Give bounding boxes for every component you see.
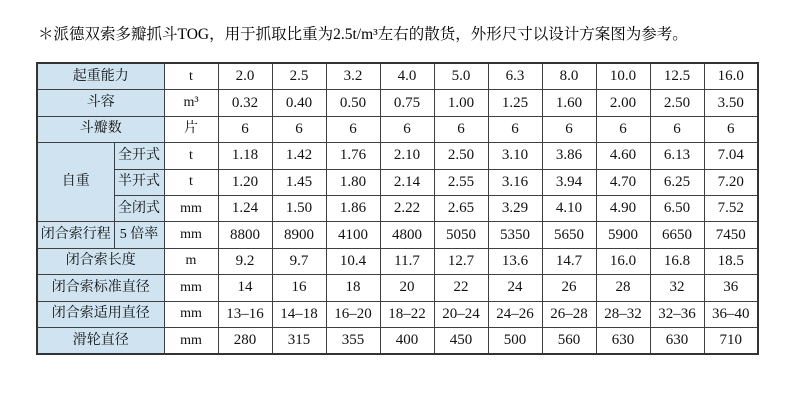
value-cell: 7.52 [704,195,758,221]
value-cell: 1.45 [272,169,326,195]
value-cell: 630 [650,327,704,354]
value-cell: 2.10 [380,143,434,169]
value-cell: 6.50 [650,195,704,221]
value-cell: 1.20 [218,169,272,195]
row-sublabel: 全闭式 [114,195,164,221]
value-cell: 22 [434,275,488,301]
value-cell: 6.13 [650,143,704,169]
value-cell: 18 [326,275,380,301]
table-row [37,327,758,354]
page-note: ＊派德双索多瓣抓斗TOG，用于抓取比重为2.5t/m³左右的散货，外形尺寸以设计方案图为参考。 [38,26,688,43]
value-cell: 18.5 [704,248,758,274]
value-cell: 13.6 [488,248,542,274]
spec-table [36,62,759,355]
value-cell: 16 [272,275,326,301]
value-cell: 2.50 [650,90,704,116]
value-cell: 400 [380,327,434,354]
value-cell: 12.5 [650,63,704,90]
unit-cell: t [164,143,218,169]
table-row [37,248,758,274]
row-label: 起重能力 [37,63,164,90]
value-cell: 28–32 [596,301,650,327]
row-sublabel: 5 倍率 [114,222,164,248]
value-cell: 26 [542,275,596,301]
value-cell: 710 [704,327,758,354]
value-cell: 18–22 [380,301,434,327]
unit-cell: 片 [164,116,218,142]
value-cell: 4.90 [596,195,650,221]
value-cell: 6 [272,116,326,142]
unit-cell: mm [164,222,218,248]
value-cell: 10.0 [596,63,650,90]
value-cell: 6.3 [488,63,542,90]
value-cell: 6650 [650,222,704,248]
value-cell: 11.7 [380,248,434,274]
unit-cell: t [164,63,218,90]
table-row [37,275,758,301]
value-cell: 1.50 [272,195,326,221]
row-label: 闭合索行程 [37,222,114,248]
value-cell: 500 [488,327,542,354]
value-cell: 6 [542,116,596,142]
unit-cell: mm [164,327,218,354]
value-cell: 3.86 [542,143,596,169]
value-cell: 24–26 [488,301,542,327]
row-sublabel: 全开式 [114,143,164,169]
row-label: 自重 [37,143,114,222]
unit-cell: m [164,248,218,274]
value-cell: 280 [218,327,272,354]
table-row [37,143,758,169]
value-cell: 14 [218,275,272,301]
value-cell: 2.22 [380,195,434,221]
row-label: 滑轮直径 [37,327,164,354]
unit-cell: mm [164,275,218,301]
value-cell: 5650 [542,222,596,248]
value-cell: 36 [704,275,758,301]
value-cell: 32 [650,275,704,301]
value-cell: 6 [704,116,758,142]
value-cell: 315 [272,327,326,354]
value-cell: 1.42 [272,143,326,169]
unit-cell: m³ [164,90,218,116]
table-row [37,301,758,327]
value-cell: 6 [218,116,272,142]
value-cell: 8.0 [542,63,596,90]
value-cell: 1.24 [218,195,272,221]
value-cell: 4.10 [542,195,596,221]
value-cell: 2.14 [380,169,434,195]
value-cell: 16.0 [704,63,758,90]
value-cell: 9.2 [218,248,272,274]
value-cell: 0.50 [326,90,380,116]
row-sublabel: 半开式 [114,169,164,195]
unit-cell: t [164,169,218,195]
value-cell: 560 [542,327,596,354]
value-cell: 5050 [434,222,488,248]
value-cell: 1.25 [488,90,542,116]
value-cell: 26–28 [542,301,596,327]
row-label: 斗容 [37,90,164,116]
row-label: 闭合索适用直径 [37,301,164,327]
value-cell: 5900 [596,222,650,248]
value-cell: 1.18 [218,143,272,169]
table-row [37,195,758,221]
value-cell: 16.8 [650,248,704,274]
value-cell: 6 [650,116,704,142]
value-cell: 1.80 [326,169,380,195]
row-label: 闭合索长度 [37,248,164,274]
value-cell: 1.76 [326,143,380,169]
row-label: 闭合索标准直径 [37,275,164,301]
table-row [37,222,758,248]
value-cell: 14.7 [542,248,596,274]
value-cell: 5350 [488,222,542,248]
value-cell: 36–40 [704,301,758,327]
value-cell: 16.0 [596,248,650,274]
table-row [37,63,758,90]
value-cell: 8900 [272,222,326,248]
value-cell: 3.50 [704,90,758,116]
value-cell: 0.32 [218,90,272,116]
value-cell: 3.16 [488,169,542,195]
value-cell: 4.0 [380,63,434,90]
value-cell: 10.4 [326,248,380,274]
value-cell: 2.50 [434,143,488,169]
value-cell: 450 [434,327,488,354]
value-cell: 630 [596,327,650,354]
value-cell: 4.70 [596,169,650,195]
value-cell: 355 [326,327,380,354]
value-cell: 7450 [704,222,758,248]
value-cell: 7.04 [704,143,758,169]
unit-cell: mm [164,195,218,221]
value-cell: 3.29 [488,195,542,221]
value-cell: 6 [488,116,542,142]
value-cell: 4100 [326,222,380,248]
value-cell: 1.86 [326,195,380,221]
row-label: 斗瓣数 [37,116,164,142]
spec-table-body [37,63,758,354]
value-cell: 4800 [380,222,434,248]
value-cell: 20–24 [434,301,488,327]
value-cell: 2.65 [434,195,488,221]
value-cell: 20 [380,275,434,301]
value-cell: 16–20 [326,301,380,327]
value-cell: 3.10 [488,143,542,169]
value-cell: 6 [434,116,488,142]
value-cell: 1.00 [434,90,488,116]
value-cell: 2.55 [434,169,488,195]
value-cell: 6 [596,116,650,142]
value-cell: 13–16 [218,301,272,327]
value-cell: 24 [488,275,542,301]
table-row [37,90,758,116]
value-cell: 32–36 [650,301,704,327]
value-cell: 14–18 [272,301,326,327]
value-cell: 2.0 [218,63,272,90]
value-cell: 0.75 [380,90,434,116]
value-cell: 7.20 [704,169,758,195]
value-cell: 3.94 [542,169,596,195]
value-cell: 1.60 [542,90,596,116]
value-cell: 9.7 [272,248,326,274]
value-cell: 12.7 [434,248,488,274]
value-cell: 2.5 [272,63,326,90]
value-cell: 8800 [218,222,272,248]
value-cell: 4.60 [596,143,650,169]
value-cell: 2.00 [596,90,650,116]
table-row [37,116,758,142]
value-cell: 28 [596,275,650,301]
value-cell: 0.40 [272,90,326,116]
unit-cell: mm [164,301,218,327]
table-row [37,169,758,195]
value-cell: 6.25 [650,169,704,195]
value-cell: 6 [326,116,380,142]
value-cell: 3.2 [326,63,380,90]
value-cell: 5.0 [434,63,488,90]
value-cell: 6 [380,116,434,142]
